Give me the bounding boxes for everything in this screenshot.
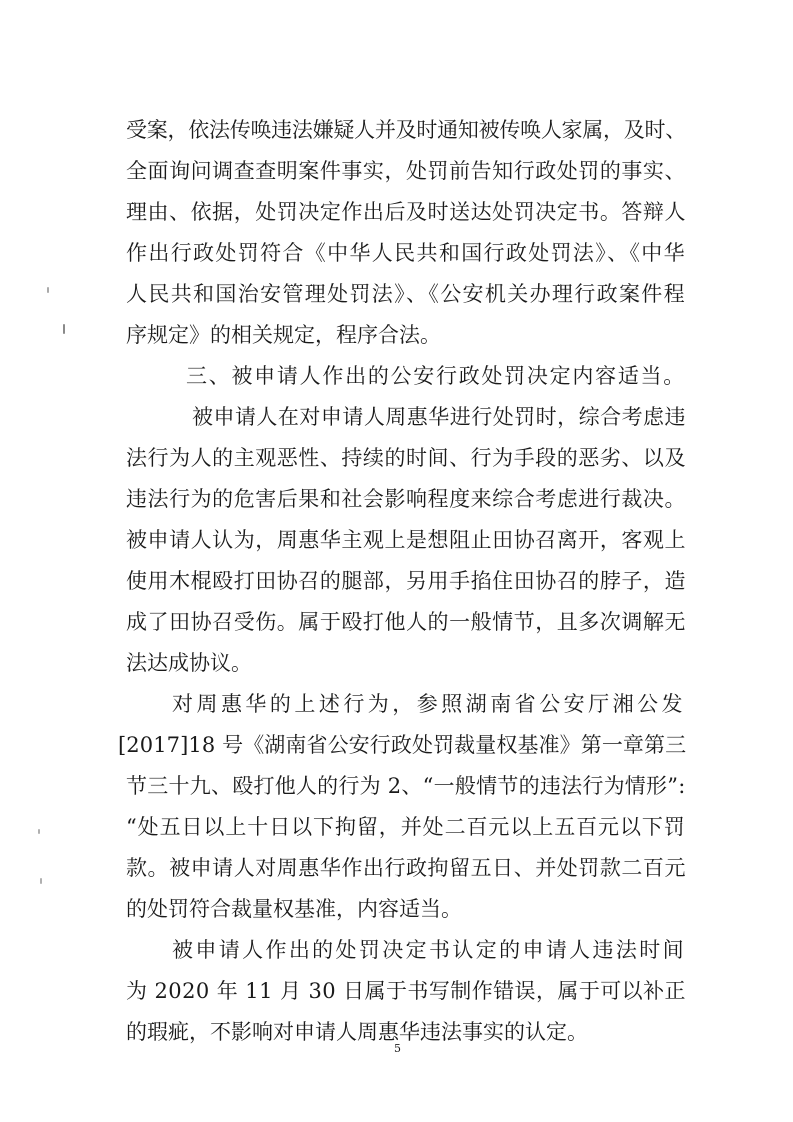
text-line: 序规定》的相关规定，程序合法。 bbox=[126, 323, 441, 347]
scan-speck bbox=[47, 287, 49, 293]
text-line: 为 2020 年 11 月 30 日属于书写制作错误，属于可以补正 bbox=[126, 979, 686, 1003]
text-line: 违法行为的危害后果和社会影响程度来综合考虑进行裁决。 bbox=[126, 487, 686, 511]
scan-speck bbox=[38, 829, 40, 834]
text-line: 的处罚符合裁量权基准，内容适当。 bbox=[126, 897, 462, 921]
scan-speck bbox=[63, 324, 65, 334]
text-line: 法达成协议。 bbox=[126, 651, 252, 675]
text-line: 法行为人的主观恶性、持续的时间、行为手段的恶劣、以及 bbox=[126, 446, 686, 470]
text-line: 的瑕疵，不影响对申请人周惠华违法事实的认定。 bbox=[126, 1020, 588, 1044]
text-line: 成了田协召受伤。属于殴打他人的一般情节，且多次调解无 bbox=[126, 610, 686, 634]
text-line: “处五日以上十日以下拘留，并处二百元以上五百元以下罚 bbox=[126, 815, 686, 839]
text-line: 作出行政处罚符合《中华人民共和国行政处罚法》、《中华 bbox=[126, 241, 686, 265]
text-line: 理由、依据，处罚决定作出后及时送达处罚决定书。答辩人 bbox=[126, 200, 686, 224]
text-line: 款。被申请人对周惠华作出行政拘留五日、并处罚款二百元 bbox=[126, 856, 686, 880]
section-heading: 三、被申请人作出的公安行政处罚决定内容适当。 bbox=[186, 364, 686, 388]
text-line: 受案，依法传唤违法嫌疑人并及时通知被传唤人家属，及时、 bbox=[126, 118, 686, 142]
text-line: 使用木棍殴打田协召的腿部，另用手掐住田协召的脖子，造 bbox=[126, 569, 686, 593]
text-line: 被申请人在对申请人周惠华进行处罚时，综合考虑违 bbox=[192, 405, 686, 429]
text-line: 对周惠华的上述行为，参照湖南省公安厅湘公发 bbox=[172, 692, 686, 716]
text-line: 节三十九、殴打他人的行为 2、“一般情节的违法行为情形”: bbox=[126, 774, 686, 798]
page-number: 5 bbox=[394, 1042, 401, 1055]
text-line: 人民共和国治安管理处罚法》、《公安机关办理行政案件程 bbox=[126, 282, 686, 306]
text-line: 全面询问调查查明案件事实，处罚前告知行政处罚的事实、 bbox=[126, 159, 686, 183]
scan-speck bbox=[40, 878, 42, 884]
text-line: 被申请人作出的处罚决定书认定的申请人违法时间 bbox=[172, 938, 686, 962]
text-line: 被申请人认为，周惠华主观上是想阻止田协召离开，客观上 bbox=[126, 528, 686, 552]
text-line: [2017]18 号《湖南省公安行政处罚裁量权基准》第一章第三 bbox=[118, 733, 687, 757]
